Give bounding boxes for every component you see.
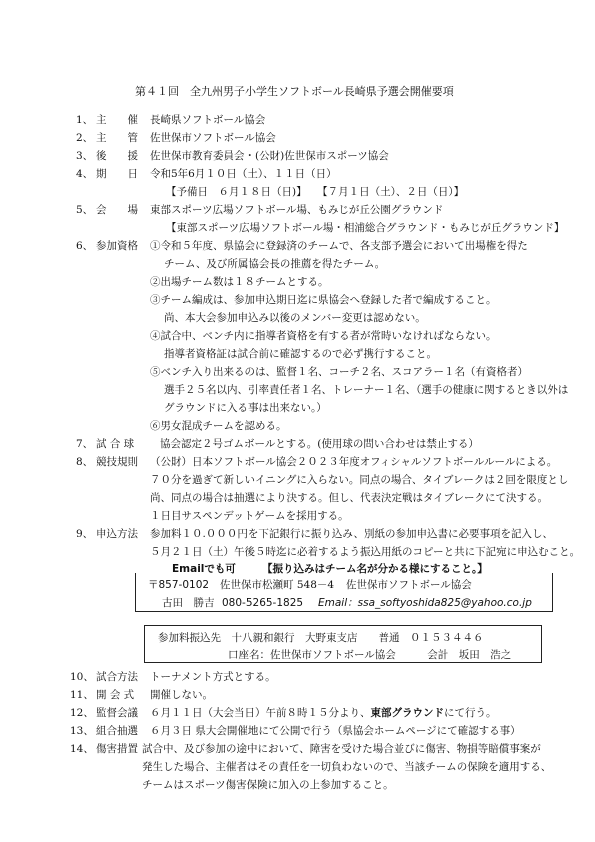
item-text: ５月２１日（土）午後５時迄に必着するよう振込用紙のコピーと共に下記宛に申込むこと。 <box>150 546 581 558</box>
item-text: ⑤ベンチ入り出来るのは、監督１名、コーチ２名、スコアラー１名（有資格者） <box>150 366 528 378</box>
item-label: 期 日 <box>96 168 138 180</box>
item-label: 組合抽選 <box>96 725 138 737</box>
item-text: 佐世保市教育委員会・(公財)佐世保市スポーツ協会 <box>150 150 389 162</box>
item-label: 試 合 球 <box>96 438 135 450</box>
item-number: 6、 <box>76 240 94 252</box>
meeting-time: ６月１１日（大会当日）午前８時１５分より、 <box>150 707 371 719</box>
bank-account-name: 口座名：佐世保市ソフトボール協会 会計 坂田 浩之 <box>228 649 512 661</box>
item-number: 5、 <box>76 204 94 216</box>
item-text: ７０分を過ぎて新しいイニングに入らない。同点の場合、タイブレークは２回を限度とし <box>150 474 569 486</box>
item-text: グラウンドに入る事は出来ない。） <box>164 402 327 414</box>
contact-person: 古田 勝吉 <box>162 597 215 609</box>
item-text <box>150 708 497 719</box>
item-text: 試合中、及び参加の途中において、障害を受けた場合並びに傷害、物損等賠償事案が <box>142 743 541 755</box>
item-label: 傷害措置 <box>96 743 138 755</box>
item-label: 後 援 <box>96 150 138 162</box>
contact-address: 佐世保市松瀬町 548－4 <box>220 579 335 591</box>
item-label: 会 場 <box>96 204 138 216</box>
item-number: 14、 <box>70 743 94 755</box>
item-label: 監督会議 <box>96 707 138 719</box>
item-text: 佐世保市ソフトボール協会 <box>150 132 276 144</box>
meeting-suffix: にて行う。 <box>444 707 497 719</box>
item-text: 【東部スポーツ広場ソフトボール場・相浦総合グラウンド・もみじが丘グラウンド】 <box>166 222 565 234</box>
item-text: １日目サスペンデットゲームを採用する。 <box>150 510 349 522</box>
item-label: 競技規則 <box>96 456 138 468</box>
item-text: 選手２５名以内、引率責任者１名、トレーナー１名、（選手の健康に関するとき以外は <box>164 384 569 396</box>
item-text: 尚、同点の場合は抽選により決する。但し、代表決定戦はタイブレークにて決する。 <box>150 492 549 504</box>
item-text: 長崎県ソフトボール協会 <box>150 114 266 126</box>
item-number: 10、 <box>70 671 94 683</box>
item-text: トーナメント方式とする。 <box>150 671 276 683</box>
item-label: 試合方法 <box>96 671 138 683</box>
item-text: ③チーム編成は、参加申込期日迄に県協会へ登録した者で編成すること。 <box>150 294 497 306</box>
item-text: 開催しない。 <box>150 689 213 701</box>
item-label: 主 管 <box>96 132 138 144</box>
contact-org: 佐世保市ソフトボール協会 <box>346 579 472 591</box>
item-number: 13、 <box>70 725 94 737</box>
item-number: 1、 <box>76 114 94 126</box>
item-text: ⑥男女混成チームを認める。 <box>150 420 287 432</box>
contact-phone: 080-5265-1825 <box>222 597 304 609</box>
item-text: 指導者資格証は試合前に確認するので必ず携行すること。 <box>164 348 437 360</box>
item-text: 参加料１０.０００円を下記銀行に振り込み、別紙の参加申込書に必要事項を記入し、 <box>150 528 553 540</box>
item-label: 開 会 式 <box>96 689 135 701</box>
item-text: ④試合中、ベンチ内に指導者資格を有する者が常時いなければならない。 <box>150 330 497 342</box>
item-number: 12、 <box>70 707 94 719</box>
item-text: 東部スポーツ広場ソフトボール場、もみじが丘公園グラウンド <box>150 204 444 216</box>
item-text: （公財）日本ソフトボール協会２０２３年度オフィシャルソフトボールルールによる。 <box>150 456 558 468</box>
item-text: ①令和５年度、県協会に登録済のチームで、各支部予選会において出場権を得た <box>150 240 528 252</box>
contact-email: Email：ssa_softyoshida825@yahoo.co.jp <box>318 597 532 609</box>
item-number: 8、 <box>76 456 94 468</box>
item-text: 尚、本大会参加申込み以後のメンバー変更は認めない。 <box>164 312 426 324</box>
item-text: 【予備日 ６月１８日（日)】 【７月１日（土）、２日（日）】 <box>166 186 465 198</box>
item-text: チーム、及び所属協会長の推薦を得たチーム。 <box>164 258 386 270</box>
item-number: 9、 <box>76 528 94 540</box>
item-label: 参加資格 <box>96 240 138 252</box>
item-text: 令和5年6月１０日（土）、１１日（日） <box>150 168 337 180</box>
item-number: 7、 <box>76 438 94 450</box>
email-note: Emailでも可 <box>172 563 236 575</box>
bank-info: 参加料振込先 十八親和銀行 大野東支店 普通 ０１５３４４６ <box>158 632 484 644</box>
item-label: 申込方法 <box>96 528 138 540</box>
postal-code: 〒857-0102 <box>148 579 210 591</box>
item-number: 2、 <box>76 132 94 144</box>
meeting-place: 東部グラウンド <box>370 707 444 719</box>
item-label: 主 催 <box>96 114 138 126</box>
item-number: 11、 <box>70 689 94 701</box>
transfer-note: 【振り込みはチーム名が分かる様にすること。】 <box>262 563 488 575</box>
item-text: チームはスポーツ傷害保険に加入の上参加すること。 <box>142 779 394 791</box>
item-number: 3、 <box>76 150 94 162</box>
item-text: 発生した場合、主催者はその責任を一切負わないので、当該チームの保険を適用する、 <box>142 761 552 773</box>
item-number: 4、 <box>76 168 94 180</box>
page-title: 第４１回 全九州男子小学生ソフトボール長崎県予選会開催要項 <box>135 85 454 98</box>
item-text: ６月３日 県大会開催地にて公開で行う（県協会ホームページにて確認する事） <box>150 725 521 737</box>
item-text: ②出場チーム数は１８チームとする。 <box>150 276 329 288</box>
item-text: 協会認定２号ゴムボールとする。(使用球の問い合わせは禁止する） <box>160 438 479 450</box>
